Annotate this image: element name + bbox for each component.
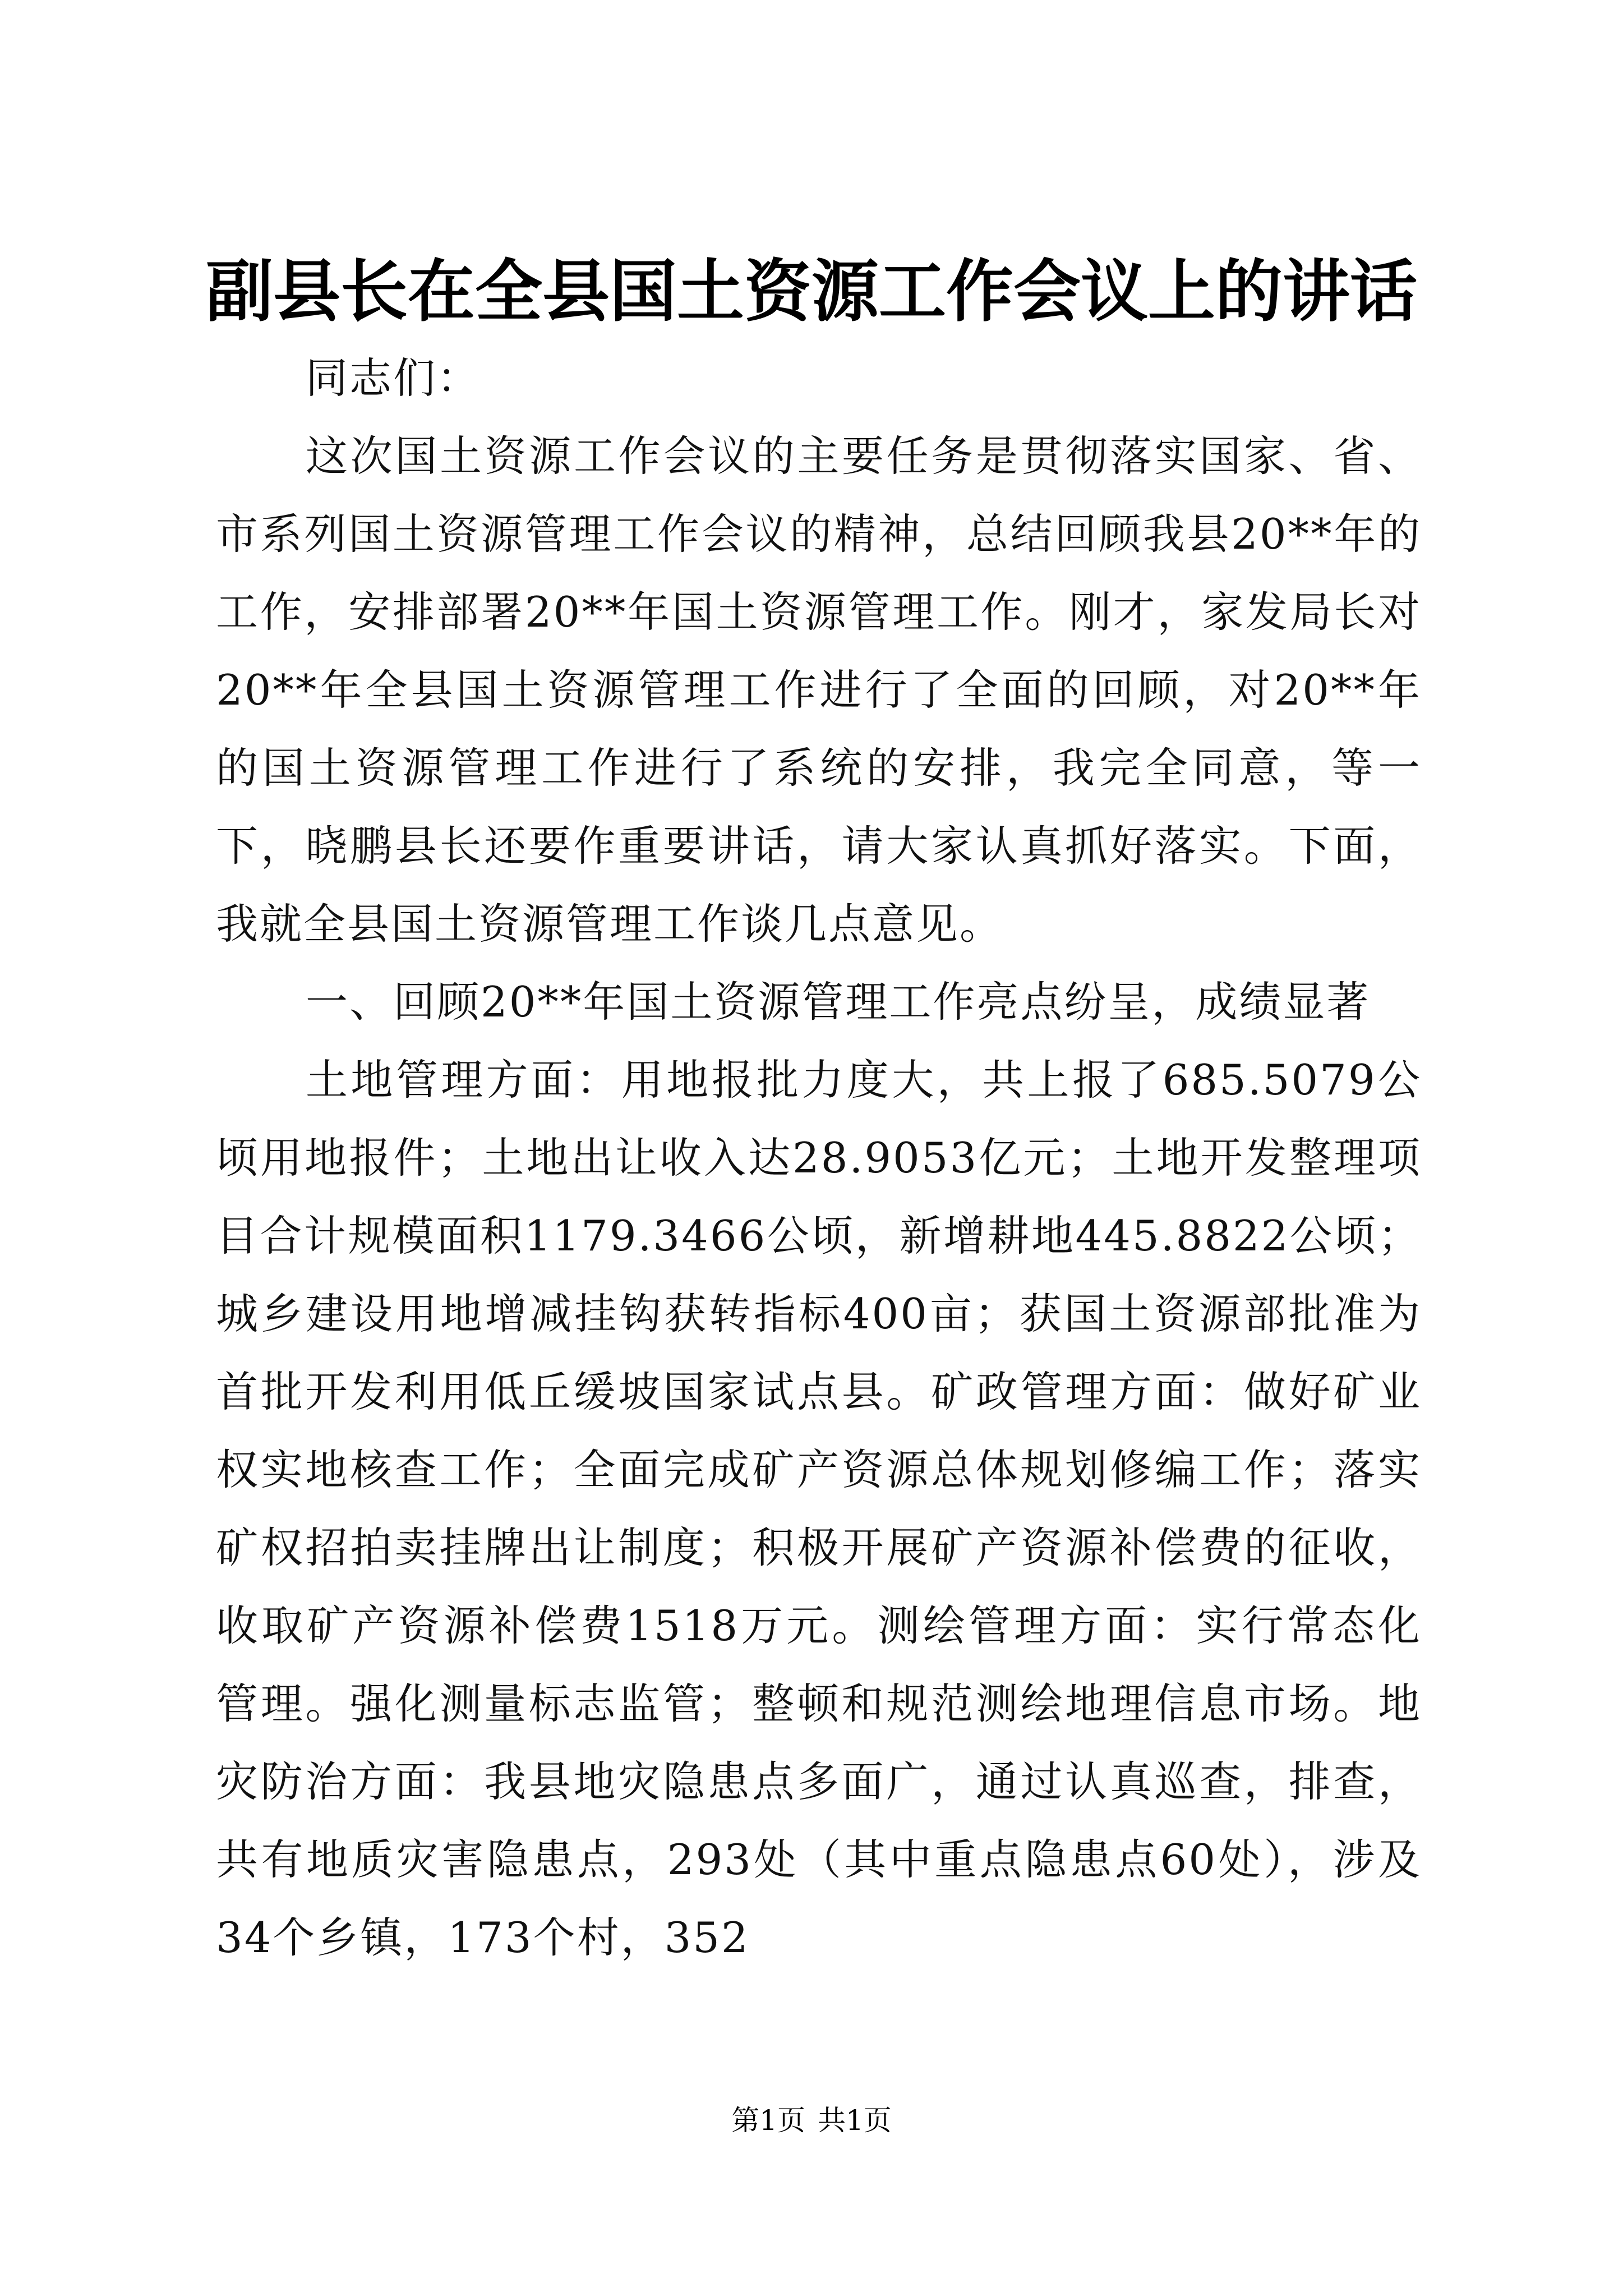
page-footer: [0, 2101, 1623, 2140]
page-number-total: 共1页: [818, 2104, 892, 2137]
section-heading: 一、回顾20**年国土资源管理工作亮点纷呈，成绩显著: [306, 977, 1371, 1027]
document-body: [216, 339, 1422, 1977]
salutation-paragraph: 同志们：: [306, 353, 481, 403]
page-number-current: 第1页: [731, 2104, 805, 2137]
intro-paragraph: 这次国土资源工作会议的主要任务是贯彻落实国家、省、市系列国土资源管理工作会议的精神，总结回顾我县20**年的工作，安排部署20**年国土资源管理工作。刚才，家发局长对20**年全县国土资源管理工作进行了全面的回顾，对20**年的国土资源管理工作进行了系统的安排，我完全同意，等一下，晓鹏县长还要作重要讲话，请大家认真抓好落实。下面，我就全县国土资源管理工作谈几点意见。: [216, 431, 1422, 949]
document-title: 副县长在全县国土资源工作会议上的讲话: [206, 252, 1417, 331]
body-paragraph: 土地管理方面：用地报批力度大，共上报了685.5079公顷用地报件；土地出让收入达28.9053亿元；土地开发整理项目合计规模面积1179.3466公顷，新增耕地445.8822公顷；城乡建设用地增减挂钩获转指标400亩；获国土资源部批准为首批开发利用低丘缓坡国家试点县。矿政管理方面：做好矿业权实地核查工作；全面完成矿产资源总体规划修编工作；落实矿权招拍卖挂牌出让制度；积极开展矿产资源补偿费的征收，收取矿产资源补偿费1518万元。测绘管理方面：实行常态化管理。强化测量标志监管；整顿和规范测绘地理信息市场。地灾防治方面：我县地灾隐患点多面广，通过认真巡查，排查，共有地质灾害隐患点，293处（其中重点隐患点60处），涉及34个乡镇，173个村，352: [216, 1055, 1422, 1962]
